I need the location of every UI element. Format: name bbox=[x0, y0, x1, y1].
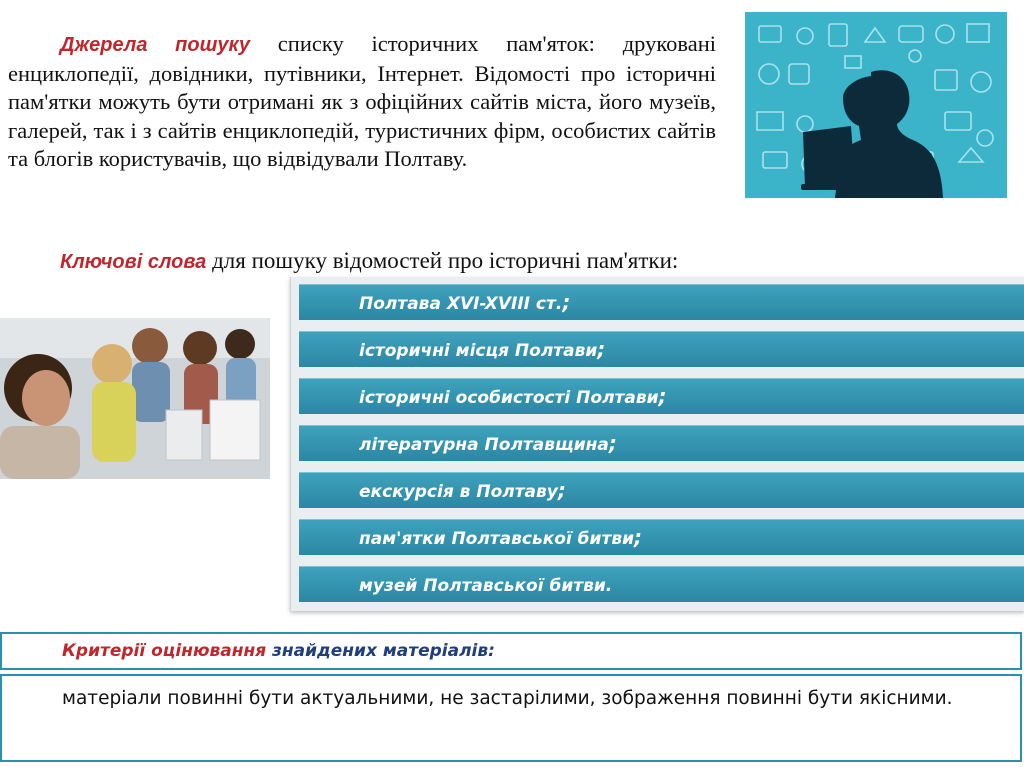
keyword-text: Полтава XVI-XVIII ст. bbox=[359, 294, 563, 314]
keyword-list bbox=[290, 277, 1024, 611]
keyword-text: історичні особистості Полтави bbox=[359, 388, 659, 408]
criteria-lead: Критерії оцінювання bbox=[62, 641, 267, 661]
keywords-lead: Ключові слова bbox=[60, 251, 207, 273]
keyword-punct: ; bbox=[634, 525, 642, 549]
criteria-heading-box bbox=[0, 632, 1022, 670]
keyword-punct: ; bbox=[597, 337, 606, 361]
keyword-text: музей Полтавської битви. bbox=[359, 576, 613, 596]
keyword-item bbox=[299, 284, 1024, 320]
keyword-text: екскурсія в Полтаву bbox=[359, 482, 558, 502]
kids-illustration bbox=[0, 318, 270, 479]
intro-text: списку історичних пам'яток: друковані енциклопедії, довідники, путівники, Інтернет. Відомості про історичні пам'ятки можуть бути отримані як з офіційних сайтів міста, його музеїв, галерей, так і з сайтів енциклопедій, туристичних фірм, особистих сайтів та блогів користувачів, що відвідували Полтаву. bbox=[8, 31, 716, 171]
keyword-text: літературна Полтавщина bbox=[359, 435, 609, 455]
silhouette-at-laptop-icon bbox=[745, 12, 1007, 198]
keyword-punct: ; bbox=[562, 290, 571, 314]
keyword-punct: ; bbox=[658, 384, 667, 408]
criteria-heading bbox=[62, 641, 495, 661]
keyword-text: історичні місця Полтави bbox=[359, 341, 598, 361]
keyword-punct: ; bbox=[557, 478, 566, 502]
keyword-item bbox=[299, 425, 1024, 461]
hero-illustration bbox=[745, 12, 1007, 198]
criteria-tail: знайдених матеріалів bbox=[266, 641, 489, 661]
criteria-colon: : bbox=[488, 641, 495, 661]
intro-paragraph bbox=[8, 30, 716, 174]
criteria-body-box bbox=[0, 674, 1022, 762]
intro-lead: Джерела пошуку bbox=[60, 34, 251, 56]
keyword-item bbox=[299, 472, 1024, 508]
children-at-computers-photo bbox=[0, 318, 270, 479]
keyword-item bbox=[299, 331, 1024, 367]
keyword-item bbox=[299, 519, 1024, 555]
keyword-punct: ; bbox=[608, 431, 617, 455]
keyword-text: пам'ятки Полтавської битви bbox=[359, 529, 634, 549]
keyword-item bbox=[299, 566, 1024, 602]
keyword-item bbox=[299, 378, 1024, 414]
criteria-body: матеріали повинні бути актуальними, не застарілими, зображення повинні бути якісними. bbox=[62, 688, 953, 709]
keywords-heading bbox=[60, 248, 678, 274]
keywords-heading-text: для пошуку відомостей про історичні пам'ятки: bbox=[206, 248, 679, 273]
